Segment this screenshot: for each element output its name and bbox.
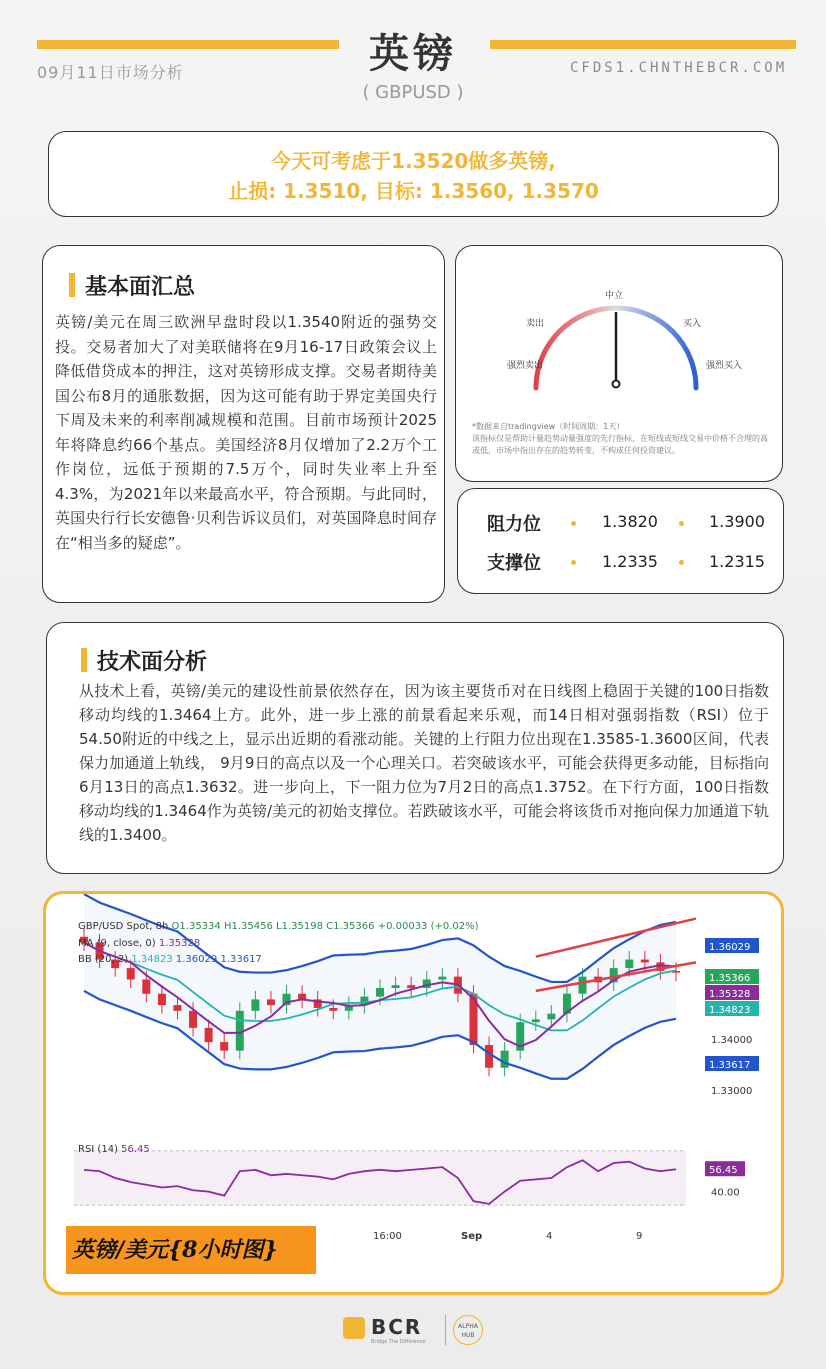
candle-body <box>205 1028 213 1042</box>
candle-body <box>127 968 135 979</box>
ma-value: 1.35328 <box>158 938 201 949</box>
price-tag-label: 1.34823 <box>709 1005 751 1016</box>
ohlc-high: H1.35456 <box>223 921 273 932</box>
candle-body <box>158 994 166 1005</box>
candle-body <box>547 1014 555 1020</box>
support-dot-2 <box>679 560 684 565</box>
candle-body <box>189 1011 197 1028</box>
x-tick-label: 16:00 <box>373 1231 402 1242</box>
bb-value-mid: 1.34823 <box>131 954 173 965</box>
report-date: 09月11日市场分析 <box>37 63 184 82</box>
brand-tagline: Bridge The Difference <box>371 1339 426 1345</box>
sentiment-gauge-card <box>455 245 783 482</box>
candle-body <box>438 977 446 980</box>
page-title: 英镑 <box>369 31 457 77</box>
rsi-legend <box>78 1144 150 1155</box>
support-dot-1 <box>571 560 576 565</box>
candle-body <box>376 988 384 997</box>
page-subtitle: ( GBPUSD ) <box>362 82 464 103</box>
ma-label: MA (9, close, 0) <box>78 938 156 949</box>
ohlc-low: L1.35198 <box>276 921 323 932</box>
fundamentals-text: 英镑/美元在周三欧洲早盘时段以1.3540附近的强势交投。交易者加大了对美联储将在9月16-17日政策会议上降低借贷成本的押注，这对英镑形成支撑。交易者期待美国公布8月的通胀数据，因为这可能有助于界定美国央行下周及未来的利率削减规模和范围。目前市场预计2025年将降息约66个基点。美国经济8月仅增加了2.2万个工作岗位，远低于预期的7.5万个，同时失业率上升至4.3%，为2021年以来最高水平，符合预期。与此同时，英国央行行长安德鲁·贝利告诉议员们，对英国降息时间存在“相当多的疑虑”。 <box>55 313 437 552</box>
gauge-label-strong-sell: 强烈卖出 <box>507 361 544 371</box>
support-label: 支撑位 <box>487 553 541 574</box>
price-tag-label: 1.35366 <box>709 973 751 984</box>
sentiment-gauge <box>456 246 784 426</box>
recommendation-line-2: 止损: 1.3510, 目标: 1.3560, 1.3570 <box>228 179 599 203</box>
candle-body <box>173 1005 181 1011</box>
candle-body <box>501 1051 509 1068</box>
ohlc-title: GBP/USD Spot, 8h <box>78 921 169 932</box>
rsi-label: RSI (14) <box>78 1144 118 1155</box>
price-tag-label: 1.36029 <box>709 942 751 953</box>
candle-body <box>251 999 259 1010</box>
price-tag-label: 1.33617 <box>709 1060 751 1071</box>
x-tick-label: 9 <box>636 1231 643 1242</box>
gauge-note <box>472 421 772 457</box>
ohlc-change: +0.00033 (+0.02%) <box>377 921 479 932</box>
ohlc-legend <box>78 921 479 932</box>
recommendation-card <box>48 131 779 217</box>
resistance-label: 阻力位 <box>487 514 541 535</box>
bb-label: BB (20, 2) <box>78 954 129 965</box>
fundamentals-title: 基本面汇总 <box>69 270 195 301</box>
x-tick-label: Sep <box>461 1231 483 1242</box>
candle-body <box>392 985 400 988</box>
support-value-1: 1.2335 <box>602 552 658 571</box>
brand-name: BCR <box>371 1315 423 1339</box>
technical-text: 从技术上看，英镑/美元的建设性前景依然存在，因为该主要货币对在日线图上稳固于关键的100日指数移动均线的1.3464上方。此外，进一步上涨的前景看起来乐观，而14日相对强弱指数（RSI）位于54.50附近的中线之上，显示出近期的看涨动能。关键的上行阻力位出现在1.3585-1.3600区间，代表保力加通道上轨线， 9月9日的高点以及一个心理关口。若突破该水平，可能会获得更多动能，目标指向6月13日的高点1.3632。进一步向上，下一阻力位为7月2日的高点1.3752。在下行方面，100日指数移动均线的1.3464作为英镑/美元的初始支撑位。若跌破该水平，可能会将该货币对拖向保力加通道下轨线的1.3400。 <box>79 682 769 844</box>
resistance-dot-2 <box>679 521 684 526</box>
candle-body <box>532 1019 540 1022</box>
resistance-dot-1 <box>571 521 576 526</box>
price-tick-label: 1.33000 <box>711 1086 753 1097</box>
rsi-tag-value: 56.45 <box>709 1165 738 1177</box>
price-tag-label: 1.35328 <box>709 989 751 1000</box>
bcr-logo-icon <box>343 1317 365 1339</box>
bb-legend <box>78 954 262 965</box>
levels-card <box>457 488 784 594</box>
rsi-legend-value: 56.45 <box>121 1144 150 1155</box>
price-tags <box>705 938 759 1097</box>
ma-legend <box>78 938 200 949</box>
candle-body <box>579 977 587 994</box>
candle-body <box>220 1042 228 1051</box>
partner-logo: ALPHA HUB <box>453 1315 483 1345</box>
gauge-note-disclaimer: 该指标仅是帮助计量趋势动量强度的先行指标，在短线或短线交易中价格不合理的高或低，市场中指出存在的趋势转变，不构成任何投资建议。 <box>472 434 768 455</box>
bb-value-lower: 1.33617 <box>220 954 262 965</box>
resistance-value-2: 1.3900 <box>709 512 765 531</box>
candle-body <box>407 985 415 988</box>
candle-body <box>267 999 275 1005</box>
recommendation-line-1: 今天可考虑于1.3520做多英镑, <box>271 149 556 173</box>
support-value-2: 1.2315 <box>709 552 765 571</box>
resistance-value-1: 1.3820 <box>602 512 658 531</box>
logo-divider <box>445 1315 446 1345</box>
ohlc-open: O1.35334 <box>171 921 221 932</box>
technical-card <box>46 622 784 874</box>
candle-body <box>142 979 150 993</box>
price-tick-label: 1.34000 <box>711 1035 753 1046</box>
gauge-label-buy: 买入 <box>683 319 702 329</box>
site-url[interactable]: CFDS1.CHNTHEBCR.COM <box>570 60 788 76</box>
ohlc-close: C1.35366 <box>326 921 375 932</box>
candle-body <box>641 960 649 963</box>
gauge-label-strong-buy: 强烈买入 <box>706 361 743 371</box>
chart-caption: 英镑/美元{8小时图} <box>66 1226 316 1274</box>
gauge-label-neutral: 中立 <box>605 291 624 301</box>
bb-value-upper: 1.36029 <box>175 954 218 965</box>
x-tick-label: 4 <box>546 1231 553 1242</box>
candle-body <box>625 960 633 969</box>
gauge-label-sell: 卖出 <box>526 319 545 329</box>
footer-logo <box>343 1313 493 1349</box>
rsi-tick-label: 40.00 <box>711 1187 740 1199</box>
gauge-pivot <box>613 381 620 388</box>
candle-body <box>329 1008 337 1011</box>
rsi-zone <box>74 1151 686 1205</box>
gauge-note-source: *数据来自tradingview（时间周期：1天） <box>472 422 625 431</box>
technical-title: 技术面分析 <box>81 645 207 676</box>
fundamentals-card <box>42 245 445 603</box>
